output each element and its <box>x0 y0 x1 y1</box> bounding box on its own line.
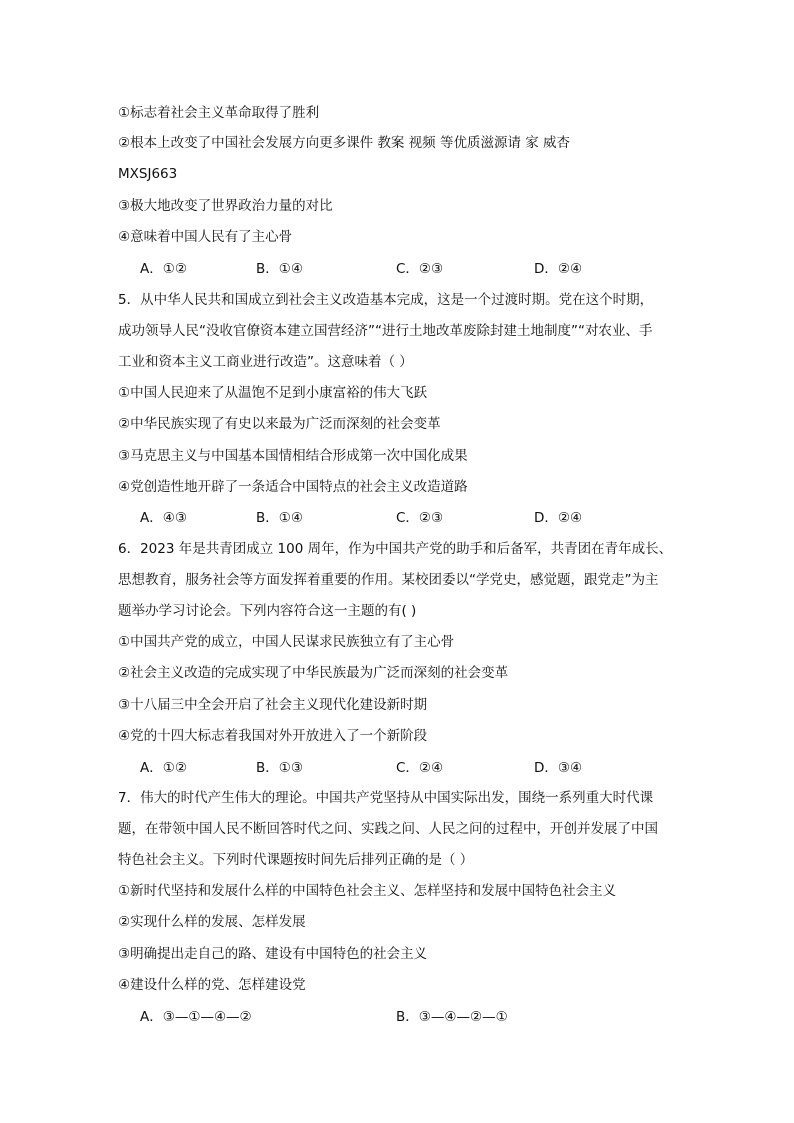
q7-option-b[interactable]: B．③—④—②—① <box>396 1009 508 1025</box>
q6-option-c[interactable]: C．②④ <box>396 760 444 776</box>
q5-item-4: ④党创造性地开辟了一条适合中国特点的社会主义改造道路 <box>118 479 468 495</box>
q6-item-1: ①中国共产党的成立，中国人民谋求民族独立有了主心骨 <box>118 634 455 650</box>
q4-item-1: ①标志着社会主义革命取得了胜利 <box>118 105 320 121</box>
q7-stem-line-1: 7．伟大的时代产生伟大的理论。中国共产党坚持从中国实际出发，围绕一系列重大时代课 <box>118 790 654 806</box>
q6-stem-line-2: 思想教育，服务社会等方面发挥着重要的作用。某校团委以“学党史，感觉题，跟党走”为主 <box>118 572 659 588</box>
q7-stem-line-3: 特色社会主义。下列时代课题按时间先后排列正确的是（ ） <box>118 852 474 868</box>
q6-item-2: ②社会主义改造的完成实现了中华民族最为广泛而深刻的社会变革 <box>118 665 509 681</box>
q7-item-3: ③明确提出走自己的路、建设有中国特色的社会主义 <box>118 946 428 962</box>
q4-item-2: ②根本上改变了中国社会发展方向更多课件 教案 视频 等优质滋源请 家 威杏 <box>118 135 571 151</box>
q4-option-c[interactable]: C．②③ <box>396 261 444 277</box>
q4-item-3: ③极大地改变了世界政治力量的对比 <box>118 198 333 214</box>
q4-item-2-continued: MXSJ663 <box>118 166 178 182</box>
q6-option-d[interactable]: D．③④ <box>534 760 583 776</box>
q6-option-b[interactable]: B．①③ <box>256 760 303 776</box>
q6-option-a[interactable]: A．①② <box>140 760 187 776</box>
q5-stem-line-1: 5．从中华人民共和国成立到社会主义改造基本完成，这是一个过渡时期。党在这个时期， <box>118 292 654 308</box>
q5-option-c[interactable]: C．②③ <box>396 510 444 526</box>
q4-option-d[interactable]: D．②④ <box>534 261 583 277</box>
q4-option-a[interactable]: A．①② <box>140 261 187 277</box>
q5-item-3: ③马克思主义与中国基本国情相结合形成第一次中国化成果 <box>118 448 468 464</box>
q5-item-1: ①中国人民迎来了从温饱不足到小康富裕的伟大飞跃 <box>118 385 428 401</box>
q4-option-b[interactable]: B．①④ <box>256 261 303 277</box>
q5-stem-line-3: 工业和资本主义工商业进行改造”。这意味着（ ） <box>118 354 413 370</box>
q6-item-4: ④党的十四大标志着我国对外开放进入了一个新阶段 <box>118 728 428 744</box>
q4-item-4: ④意味着中国人民有了主心骨 <box>118 229 293 245</box>
q5-option-b[interactable]: B．①④ <box>256 510 303 526</box>
q7-stem-line-2: 题，在带领中国人民不断回答时代之问、实践之问、人民之问的过程中，开创并发展了中国 <box>118 821 658 837</box>
q6-stem-line-1: 6．2023 年是共青团成立 100 周年，作为中国共产党的助手和后备军，共青团在青年成长、 <box>118 541 673 557</box>
q7-item-4: ④建设什么样的党、怎样建设党 <box>118 977 306 993</box>
q7-item-2: ②实现什么样的发展、怎样发展 <box>118 914 306 930</box>
q7-item-1: ①新时代坚持和发展什么样的中国特色社会主义、怎样坚持和发展中国特色社会主义 <box>118 883 617 899</box>
q5-item-2: ②中华民族实现了有史以来最为广泛而深刻的社会变革 <box>118 416 441 432</box>
q6-item-3: ③十八届三中全会开启了社会主义现代化建设新时期 <box>118 697 428 713</box>
q5-option-d[interactable]: D．②④ <box>534 510 583 526</box>
q5-option-a[interactable]: A．④③ <box>140 510 187 526</box>
q5-stem-line-2: 成功领导人民“没收官僚资本建立国营经济”“进行土地改革废除封建土地制度”“对农业、手 <box>118 323 653 339</box>
q6-stem-line-3: 题举办学习讨论会。下列内容符合这一主题的有( ) <box>118 603 417 619</box>
q7-option-a[interactable]: A．③—①—④—② <box>140 1009 252 1025</box>
